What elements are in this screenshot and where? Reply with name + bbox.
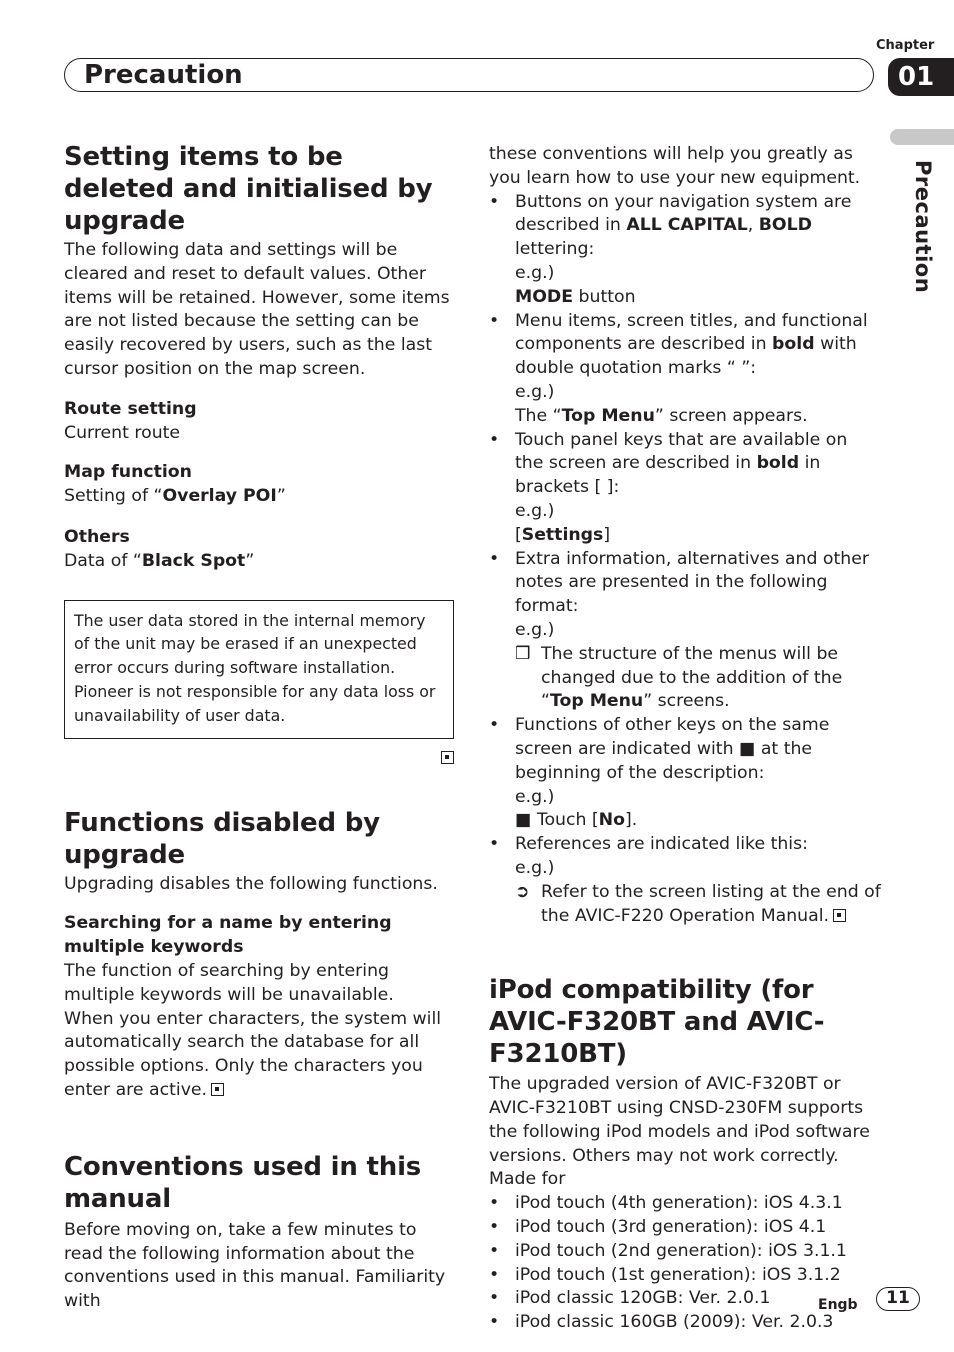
side-section-label: Precaution	[911, 160, 935, 294]
convention-extra-example: ❒ The structure of the menus will be changed due to the addition of the “Top Menu” screens.	[515, 643, 843, 712]
chapter-number: 01	[888, 58, 954, 96]
ipod-intro: The upgraded version of AVIC-F320BT or AVIC-F3210BT using CNSD-230FM supports the following iPod models and iPod software versions. Others may not work correctly.	[489, 1074, 870, 1166]
end-mark-icon	[833, 909, 846, 922]
ipod-model-item: • iPod touch (1st generation): iOS 3.1.2	[489, 1264, 881, 1288]
user-data-note: The user data stored in the internal memory of the unit may be erased if an unexpected error occurs during software installation. Pioneer is not responsible for any data loss or unavailability of user data.	[64, 600, 454, 739]
others-heading: Others	[64, 526, 130, 547]
ipod-model-item: • iPod classic 160GB (2009): Ver. 2.0.3	[489, 1311, 881, 1335]
convention-references-example: ➲ Refer to the screen listing at the end of the AVIC-F220 Operation Manual.	[515, 881, 881, 926]
ipod-model-item: • iPod touch (2nd generation): iOS 3.1.1	[489, 1240, 881, 1264]
example-label: e.g.)	[515, 500, 555, 521]
convention-touch-keys: • Touch panel keys that are available on the screen are described in bold in brackets [ ]:	[489, 429, 881, 500]
example-label: e.g.)	[515, 381, 555, 402]
heading-settings-deleted: Setting items to be deleted and initialised by upgrade	[64, 142, 433, 236]
convention-other-keys-example: ■ Touch [No].	[515, 810, 638, 831]
right-column	[489, 143, 881, 1335]
route-setting-heading: Route setting	[64, 398, 197, 419]
end-mark-icon	[211, 1083, 224, 1096]
convention-buttons: • Buttons on your navigation system are described in ALL CAPITAL, BOLD lettering:	[489, 191, 881, 262]
route-setting-value: Current route	[64, 422, 181, 443]
conventions-intro: Before moving on, take a few minutes to read the following information about the conventions used in this manual. Familiarity with	[64, 1219, 446, 1312]
convention-menu-example: The “Top Menu” screen appears.	[515, 405, 808, 426]
ipod-model-item: • iPod touch (3rd generation): iOS 4.1	[489, 1216, 881, 1240]
page-language: Engb	[818, 1297, 858, 1313]
convention-extra-info: • Extra information, alternatives and other notes are presented in the following format:	[489, 548, 881, 619]
heading-conventions: Conventions used in this manual	[64, 1151, 422, 1214]
convention-other-keys: • Functions of other keys on the same screen are indicated with ■ at the beginning of the description:	[489, 714, 881, 785]
ipod-made-for: Made for	[489, 1169, 566, 1190]
ipod-model-item: • iPod touch (4th generation): iOS 4.3.1	[489, 1192, 881, 1216]
example-label: e.g.)	[515, 786, 555, 807]
conventions-continued: these conventions will help you greatly as you learn how to use your new equipment.	[489, 144, 861, 188]
map-function-value: Setting of “Overlay POI”	[64, 486, 286, 507]
functions-disabled-intro: Upgrading disables the following functions.	[64, 873, 438, 894]
others-value: Data of “Black Spot”	[64, 550, 255, 571]
search-keywords-p2: When you enter characters, the system will automatically search the database for all possible options. Only the characters you enter are active.	[64, 1008, 442, 1100]
example-label: e.g.)	[515, 619, 555, 640]
search-keywords-p1: The function of searching by entering multiple keywords will be unavailable.	[64, 960, 394, 1005]
end-mark-row	[64, 747, 454, 771]
end-mark-icon	[441, 751, 454, 764]
convention-references: • References are indicated like this:	[489, 833, 881, 857]
convention-buttons-example: MODE button	[515, 286, 636, 307]
settings-deleted-intro: The following data and settings will be cleared and reset to default values. Other items will be retained. However, some items are not listed because the setting can be easily recovered by users, such as the last cursor position on the map screen.	[64, 240, 450, 379]
search-keywords-heading: Searching for a name by entering multiple keywords	[64, 913, 392, 958]
chapter-label: Chapter	[876, 38, 935, 53]
note-checkbox-icon: ❒	[515, 643, 531, 664]
heading-functions-disabled: Functions disabled by upgrade	[64, 807, 380, 870]
heading-ipod-compatibility: iPod compatibility (for AVIC-F320BT and AVIC-F3210BT)	[489, 975, 825, 1070]
example-label: e.g.)	[515, 262, 555, 283]
side-tab-marker	[890, 129, 954, 145]
left-column	[64, 141, 454, 1314]
example-label: e.g.)	[515, 857, 555, 878]
convention-menu-items: • Menu items, screen titles, and functional components are described in bold with double quotation marks “ ”:	[489, 310, 881, 381]
convention-touch-example: [Settings]	[515, 524, 611, 545]
ipod-model-item: • iPod classic 120GB: Ver. 2.0.1	[489, 1287, 881, 1311]
reference-arrow-icon: ➲	[515, 881, 530, 902]
map-function-heading: Map function	[64, 462, 192, 483]
section-title: Precaution	[84, 60, 243, 90]
page-number: 11	[876, 1287, 920, 1311]
